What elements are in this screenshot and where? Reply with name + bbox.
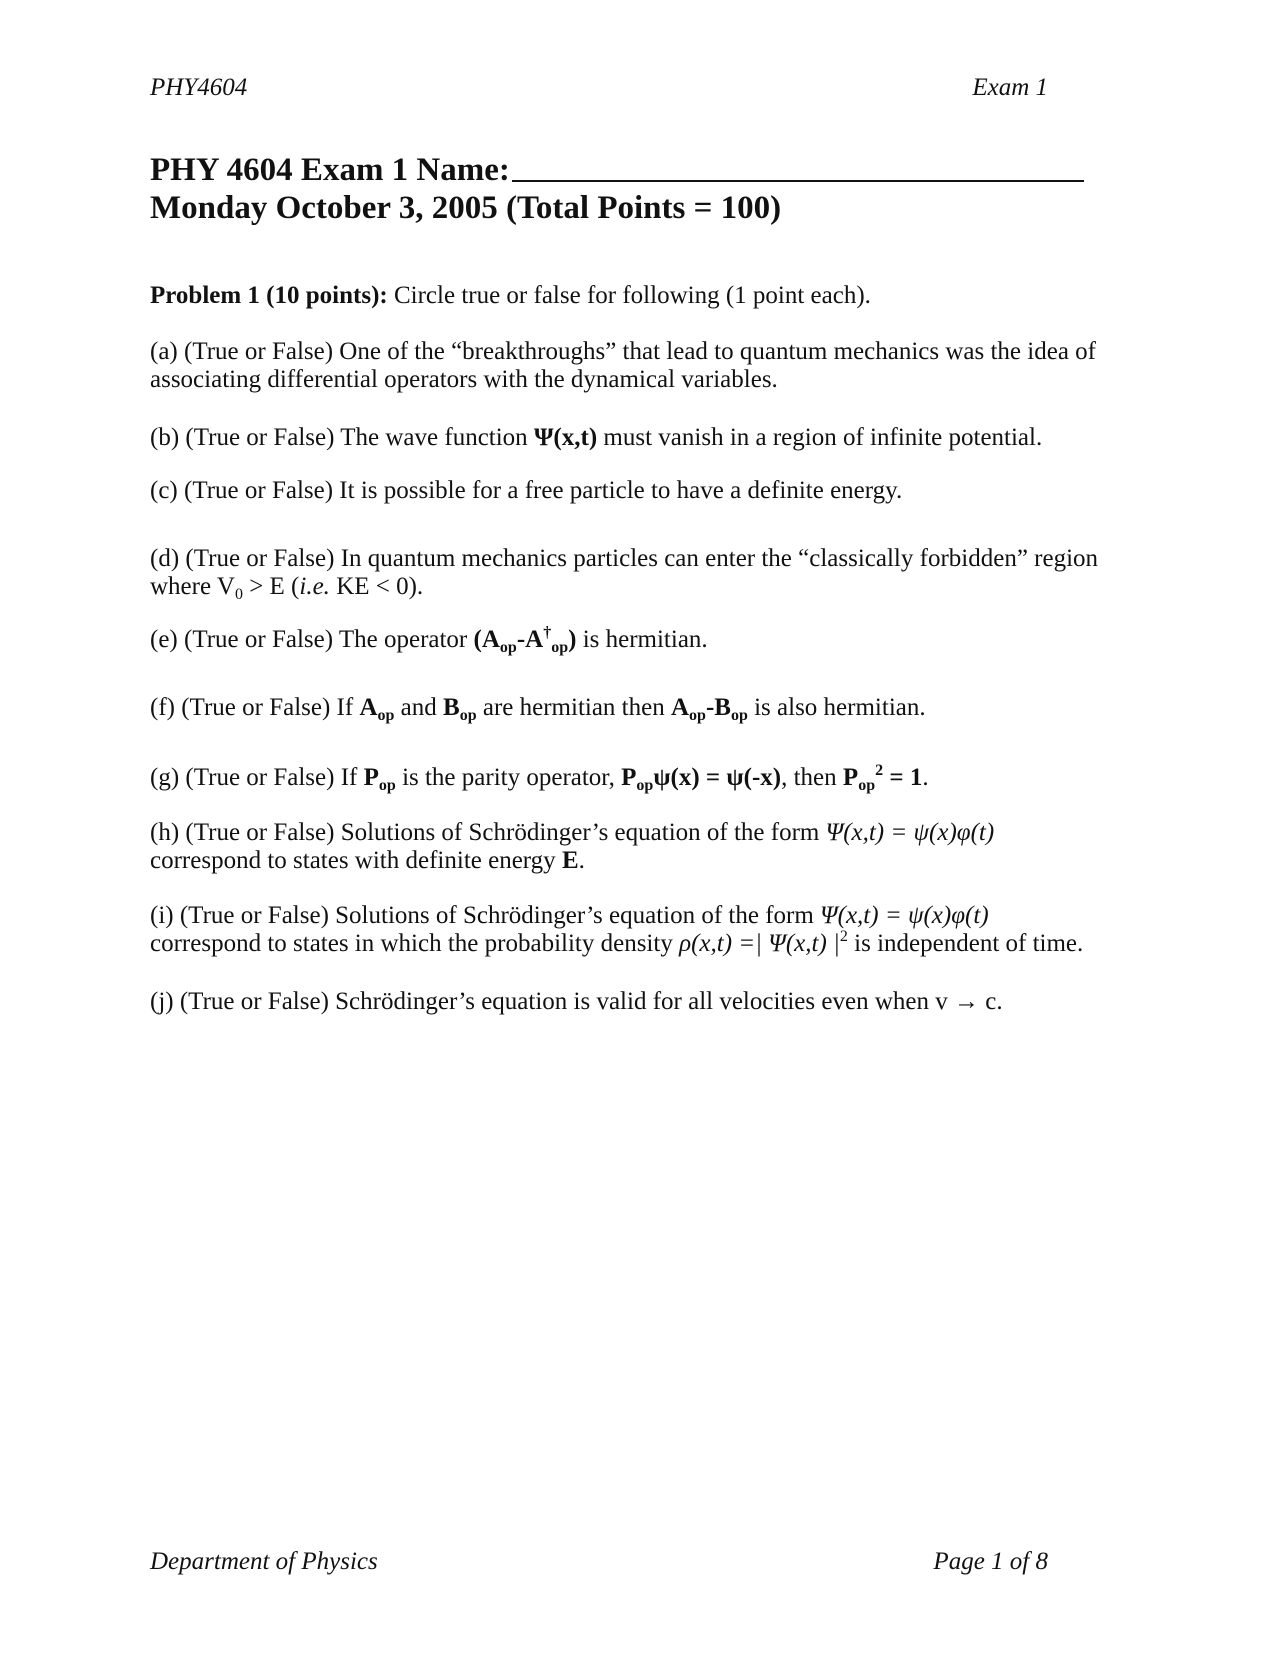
footer-department: Department of Physics (150, 1548, 378, 1575)
item-h: (h) (True or False) Solutions of Schrödinger’s equation of the form Ψ(x,t) = ψ(x)φ(t) correspond to states with definite energy E. (150, 819, 995, 874)
header-course: PHY4604 (150, 74, 248, 101)
title-line2: Monday October 3, 2005 (Total Points = 100) (150, 190, 782, 226)
item-f: (f) (True or False) If $A_{op}$ and $B_{op}$ are hermitian then $A_{op}-B_{op}$ is also hermitian. (150, 694, 926, 724)
problem-1-label: Problem 1 (10 points): (150, 282, 388, 309)
item-c: (c) (True or False) It is possible for a free particle to have a definite energy. (150, 477, 903, 504)
header-exam: Exam 1 (972, 74, 1048, 101)
item-j: (j) (True or False) Schrödinger’s equation is valid for all velocities even when v → c. (150, 988, 1003, 1015)
footer-page-number: Page 1 of 8 (933, 1548, 1048, 1575)
page-title (150, 150, 1084, 227)
title-line1: PHY 4604 Exam 1 Name: (150, 152, 510, 188)
item-e: (e) (True or False) The operator $(A_{op}-A^\dagger_{op})$ is hermitian. (150, 624, 708, 656)
item-a: (a) (True or False) One of the “breakthroughs” that lead to quantum mechanics was the idea of associating differential operators with the dynamical variables. (150, 338, 1096, 393)
problem-1 (150, 282, 1118, 1016)
problem-1-instruction: Circle true or false for following (1 point each). (387, 282, 871, 309)
problem-1-heading (150, 282, 1118, 310)
name-blank-line (512, 150, 1084, 182)
item-g: (g) (True or False) If $P_{op}$ is the parity operator, $P_{op}\psi(x) = \psi(-x)$, then $P_{op}^2 = 1$. (150, 762, 929, 794)
item-b: (b) (True or False) The wave function Ψ(x,t) must vanish in a region of infinite potential. (150, 424, 1043, 451)
item-i: (i) (True or False) Solutions of Schrödinger’s equation of the form Ψ(x,t) = ψ(x)φ(t) correspond to states in which the probability density ρ(x,t) =| Ψ(x,t) $|^2$ is independent of time. (150, 902, 1084, 957)
item-d: (d) (True or False) In quantum mechanics particles can enter the “classically forbidden” region where $V_0 > E$ (i.e. KE < 0). (150, 545, 1099, 603)
